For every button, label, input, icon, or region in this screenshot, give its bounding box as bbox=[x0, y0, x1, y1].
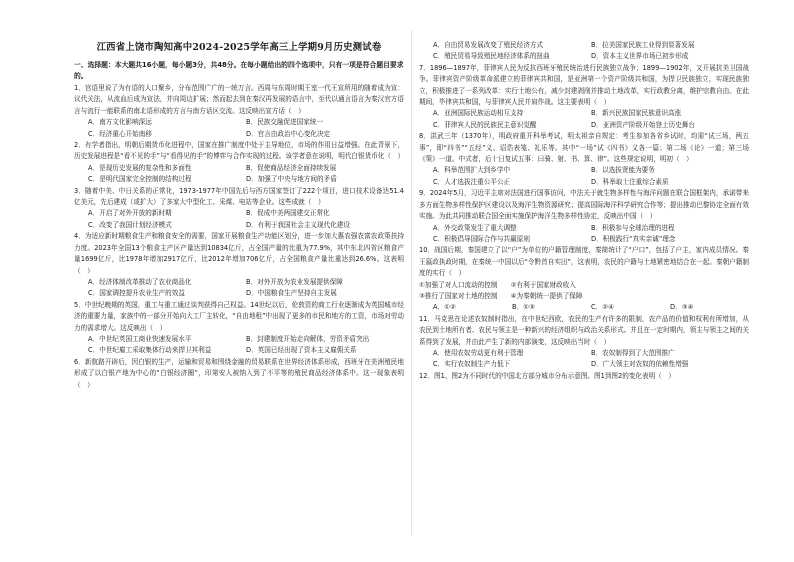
answer-option: C．实行农奴制生产力低下 bbox=[433, 360, 511, 369]
question-stem: 2．有学者指出，明朝后期货币化进程中，国家在推广制度中处于主导地位，市场的作用日益增强。在此背景下，历史发展进程是“看不见的手”与“看得见的手”的博弈与合作实现的过程。该学者意在说明，明代白银货币化（ ） bbox=[74, 141, 404, 161]
answer-option: C．中世纪雇工采取集体行动来捍卫其利益 bbox=[88, 346, 212, 355]
question-stem: 12．图1、图2为不同时代的中国北方部分城市分布示意图。图1到图2的变化表明（ ） bbox=[419, 371, 675, 380]
answer-option: A．开启了对外开放的新时期 bbox=[88, 209, 172, 218]
question-stem: 6．新航路开辟后，因白银的生产，运输和贸易和围绕金融的贸易联系在世界经济体系形成，西班牙在美洲殖民地形成了以白银产地为中心的“白银经济圈”，印第安人被纳入到了不平等的殖民商品经济体系中。这一现象表明（ ） bbox=[74, 357, 404, 389]
answer-option: A．①② bbox=[433, 303, 456, 312]
answer-option: C．是明代国家完全控制的结构过程 bbox=[88, 175, 192, 184]
answer-option: A．经济体制改革推动了农业商品化 bbox=[88, 277, 192, 286]
answer-options bbox=[74, 277, 404, 300]
answer-option: C．经济重心开始南移 bbox=[88, 129, 152, 138]
question-stem: 3．随着中美、中日关系的正常化，1973-1977年中国先后与西方国家签订了222个项目，进口技术设备达51.4亿美元，先后建成（或扩大）了多家大中型化工、采煤、电站等企业。这些成就（ ） bbox=[74, 186, 404, 207]
answer-option: A．外交政策发生了重大调整 bbox=[433, 223, 517, 232]
answer-option: B．促成中美两国建交正常化 bbox=[246, 209, 330, 218]
answer-option: D．③④ bbox=[670, 303, 694, 312]
exam-title: 江西省上饶市陶知高中2024-2025学年高三上学期9月历史测试卷 bbox=[96, 42, 382, 53]
question-stem: 5．中世纪晚期的英国，重工与重工通过谈判获得自己权益。14世纪以后，伦敦资的商工行业逐渐成为英国城市经济的重要力量，家族中的一部分开始向大工厂主转化，“自由地租”中出现了更多的市民和地方的工资，市场对劳动力的需求增大。这反映出（ ） bbox=[74, 300, 404, 332]
answer-option: B．封建制度开始走向解体，劳资矛盾突出 bbox=[246, 334, 370, 343]
answer-option: D．科举取士注重综合素质 bbox=[591, 177, 669, 186]
answer-option: C．菲律宾人民的民族民主意识觉醒 bbox=[433, 120, 537, 129]
answer-option: A．使用农奴劳动更有利于管理 bbox=[433, 348, 524, 357]
question-stem: 9．2024年5月，习近平主席对法国进行国事访问，中法关于就生物多样性与海洋问题在联合国框架内，承诺带来多方面生物多样性保护区建设以及海洋生物资源研究；提高国际海洋科学研究合作等；提出推动巴黎协定全面有效实施。为此共同推动联合国全面实施保护海洋生物多样性协定，反映出中国（ ） bbox=[419, 189, 749, 221]
question-stem: ③推行了国家对土地的控制 ④为秦朝统一提供了保障 bbox=[419, 291, 583, 300]
answer-options bbox=[419, 302, 749, 313]
left-questions bbox=[74, 83, 404, 391]
answer-option: D．官言由政治中心变化决定 bbox=[246, 129, 331, 138]
question-stem: 4．为适应新时期粮食生产和粮食安全的需要，国家开展粮食生产功能区划分，进一步加大惠农强农富农政策扶持力度。2023年全国13个粮食主产区产量达到10834亿斤，占全国产量的比重为77.9%，其中东北四省区粮食产量1699亿斤，比1978年增加2917亿斤，比2012年增加706亿斤，占全国粮食产量比重达到26.6%。这表明（ ） bbox=[74, 232, 404, 275]
answer-option: A．是现历史发展的复杂性和多面性 bbox=[88, 163, 192, 172]
answer-option: B．农奴制得到了大范围推广 bbox=[591, 348, 675, 357]
answer-options bbox=[419, 165, 749, 188]
answer-options bbox=[419, 348, 749, 371]
answer-option: D．广大领主对农奴的依赖性增强 bbox=[591, 360, 689, 369]
column-divider bbox=[411, 30, 412, 535]
question-stem: 11．马克思在论述农奴制时指出，在中世纪西欧，农民的生产有许多的限制，农产品的价值和权利有所增加，从农民到土地所有者、农民与领主是一种新兴的经济组织与政治关系形式。并且在一定时期内，领主与领主之间的关系得到了发展，并由此产生了新的内部演变，这反映出当时（ ） bbox=[419, 314, 749, 346]
answer-option: B．①③ bbox=[512, 303, 535, 312]
answer-option: C．殖民贸易导致殖民地经济体系的扭曲 bbox=[433, 52, 550, 61]
question-stem: 7．1896—1897年，菲律宾人民为反抗西班牙殖民统治进行民族独立战争；1899—1902年，又开展抗美卫国战争。菲律宾资产阶级革命派建立的菲律宾共和国，是亚洲第一个资产阶级共和国，为捍卫民族独立，实现民族独立，积极推进了一系列改革：实行土地公有，减少封建剥削并推动土地改革，实行政教分离，维护宗教自由。在此期间，毕律宾共和国，与菲律宾人民并肩作战。这主要表明（ ） bbox=[419, 63, 749, 107]
answer-options bbox=[74, 163, 404, 186]
right-column bbox=[419, 40, 749, 562]
question-stem: 10．战国后期，秦国建立了以“户”为单位的户籍管理制度，秦简统计了“户口”，包括了户主，家内成员情况。秦王嬴政执政时期，在秦统一中国以后“令黔首自实田”，这表明，农民的户籍与土地紧密地结合在一起。秦朝户籍制度的实行（ ） bbox=[419, 246, 749, 278]
section-heading: 一、选择题：本大题共16小题，每小题3分，共48分。在每小题给出的四个选项中，只有一项是符合题目要求的。 bbox=[74, 61, 404, 80]
answer-option: C．积极倡导国际合作与共赢原则 bbox=[433, 234, 530, 243]
answer-options bbox=[419, 108, 749, 131]
answer-option: D．加强了中央与地方间的矛盾 bbox=[246, 175, 337, 184]
answer-option: C．改变了我国计划经济模式 bbox=[88, 220, 172, 229]
answer-option: A．亚洲国际民族运动相互支持 bbox=[433, 109, 524, 118]
answer-option: D．资本主义世界市场已初步形成 bbox=[591, 52, 689, 61]
answer-option: C．人才选拔注重公平公正 bbox=[433, 177, 511, 186]
answer-options bbox=[419, 40, 749, 63]
answer-option: D．亚洲资产阶级开始登上历史舞台 bbox=[591, 120, 695, 129]
answer-option: B．促使商品经济全面持续发展 bbox=[246, 163, 337, 172]
question-stem: ①加强了对人口流动的控制 ②有利于国家财政收入 bbox=[419, 280, 576, 289]
left-column bbox=[74, 20, 404, 550]
answer-option: B．以选拔贤能为要务 bbox=[591, 166, 655, 175]
answer-option: B．积极参与全球治理的进程 bbox=[591, 223, 675, 232]
question-stem: 8．洪武三年（1370年），明政府重开科举考试，明太祖亲自规定：考生参加各省乡试时，均需“试三场，两五事”，即“四书”“五经”义、诏诰表笺、礼乐等。其中“一场”试《四书》义各一篇；第二场《论》一道；第三场《策》一道。中式者，后十日复试五事：曰骑、射、书、算、律”。这些规定说明，明初（ ） bbox=[419, 132, 749, 164]
answer-option: A．自由贸易发展改变了殖民经济方式 bbox=[433, 41, 544, 49]
answer-option: B．拉美国家民族工业得到显著发展 bbox=[591, 41, 695, 49]
answer-option: D．英国已经出现了资本主义雇佣关系 bbox=[246, 346, 357, 355]
answer-options bbox=[74, 334, 404, 357]
answer-option: B．民族交融促进国家统一 bbox=[246, 118, 324, 127]
question-stem: 1．宫语里说了为有语的人口聚乡，分布范围广广的一统万言。西周与东周时期王室一代王宣所用的随着成为宣：议代关法，从流血后成为宣法，并向周边扩展；然而起去到在秦汉再发展的语言中，至代以通言语言为秦汉官方语言与流行一能联系的南北语形成的方言与南方话区交流。这反映出宣方话（ ） bbox=[74, 84, 404, 115]
answer-options bbox=[74, 117, 404, 140]
answer-option: C．国家调控提升农业生产的效益 bbox=[88, 289, 185, 298]
answer-options bbox=[74, 208, 404, 231]
answer-option: D．积极践行“真实亲诚”理念 bbox=[591, 234, 676, 243]
answer-option: D．有利于我国社会主义现代化建设 bbox=[246, 220, 350, 229]
answer-option: C．②④ bbox=[591, 303, 615, 312]
answer-option: D．中国粮食生产坚持自主发展 bbox=[246, 289, 337, 298]
answer-options bbox=[419, 223, 749, 246]
answer-option: B．对外开放为农业发展提供保障 bbox=[246, 277, 343, 286]
answer-option: B．新兴民族国家民族意识高涨 bbox=[591, 109, 682, 118]
answer-option: A．中世纪英国工商业快速发展水平 bbox=[88, 334, 192, 343]
answer-option: A．南方文化影响深远 bbox=[88, 118, 152, 127]
answer-option: A．科举范围扩大到乡学中 bbox=[433, 166, 511, 175]
right-questions bbox=[419, 40, 749, 382]
